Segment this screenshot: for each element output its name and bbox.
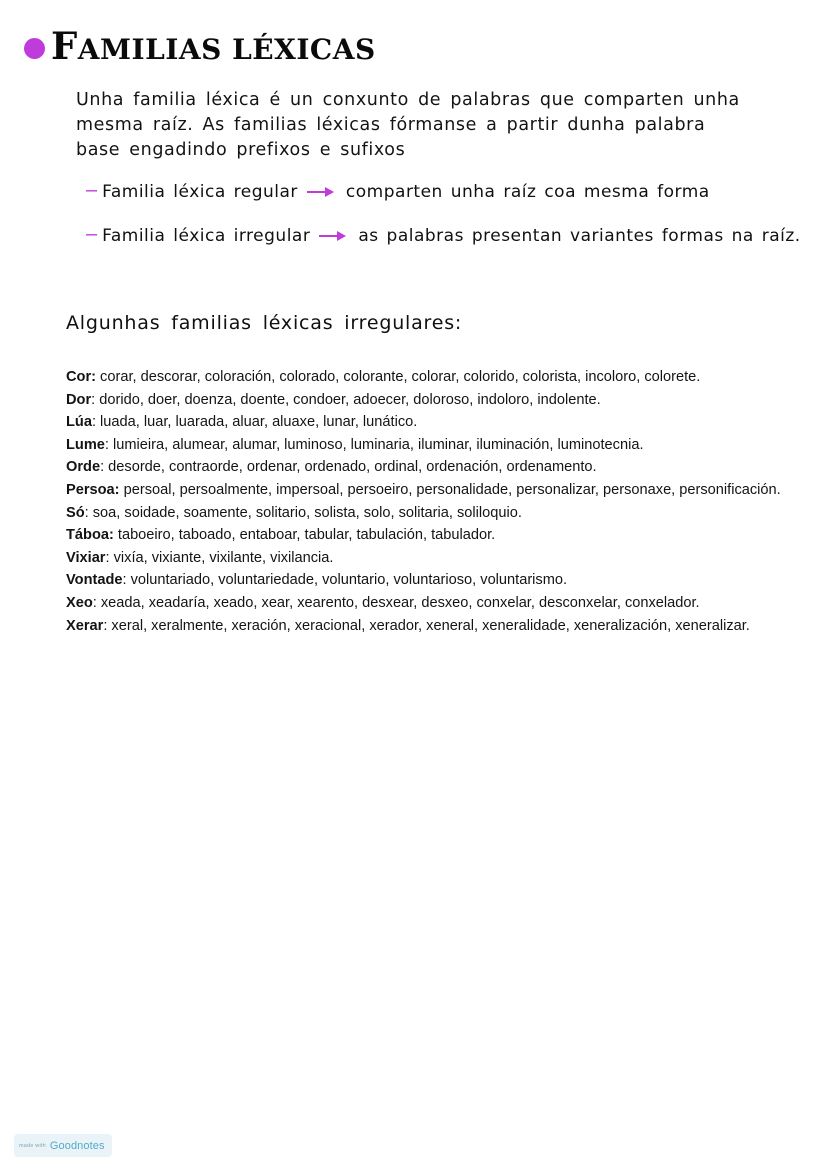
dash-icon: – <box>86 223 98 245</box>
list-item <box>66 456 806 479</box>
section-heading: Algunhas familias léxicas irregulares: <box>66 312 463 334</box>
dash-icon: – <box>86 179 98 201</box>
family-words: : vixía, vixiante, vixilante, vixilancia. <box>105 549 334 566</box>
family-root: Vixiar <box>66 549 106 566</box>
list-item <box>66 389 806 412</box>
watermark-brand: Goodnotes <box>49 1139 105 1152</box>
rule-irregular <box>86 223 801 246</box>
watermark-made-with: made with <box>19 1142 46 1149</box>
family-root: Táboa: <box>66 527 114 544</box>
list-item <box>66 569 806 592</box>
title-first-letter: F <box>51 24 78 68</box>
family-root: Xeo <box>66 594 93 611</box>
bullet-dot-icon <box>24 38 45 59</box>
family-words: : voluntariado, voluntariedade, voluntario, voluntarioso, voluntarismo. <box>122 572 568 589</box>
arrow-right-icon <box>319 230 349 242</box>
family-words: taboeiro, taboado, entaboar, tabular, tabulación, tabulador. <box>113 527 496 544</box>
family-root: Só <box>66 504 85 521</box>
arrow-right-icon <box>307 186 337 198</box>
title-rest: AMILIAS LÉXICAS <box>77 33 376 66</box>
family-words: : xeada, xeadaría, xeado, xear, xearento, desxear, desxeo, conxelar, desconxelar, conxelador. <box>92 594 700 611</box>
family-words: : soa, soidade, soamente, solitario, solista, solo, solitaria, soliloquio. <box>84 504 522 521</box>
list-item <box>66 524 806 547</box>
family-root: Orde <box>66 459 101 476</box>
rule-regular-definition: comparten unha raíz coa mesma forma <box>345 182 710 202</box>
rule-regular-term: Familia léxica regular <box>102 182 298 202</box>
rule-regular <box>86 179 710 202</box>
list-item <box>66 479 806 502</box>
family-root: Lúa <box>66 414 92 431</box>
family-words: : lumieira, alumear, alumar, luminoso, luminaria, iluminar, iluminación, luminotecnia. <box>104 436 644 453</box>
list-item <box>66 366 806 389</box>
family-words: : dorido, doer, doenza, doente, condoer, adoecer, doloroso, indoloro, indolente. <box>91 391 601 408</box>
family-root: Persoa: <box>66 481 120 498</box>
intro-paragraph: Unha familia léxica é un conxunto de palabras que comparten unha mesma raíz. As familias léxicas fórmanse a partir dunha palabra base engadindo prefixos e sufixos <box>76 90 740 160</box>
family-words: : xeral, xeralmente, xeración, xeracional, xerador, xeneral, xeneralidade, xeneralización, xeneralizar. <box>103 617 750 634</box>
family-root: Cor: <box>66 369 96 385</box>
list-item <box>66 502 806 525</box>
family-root: Xerar <box>66 617 104 634</box>
list-item <box>66 592 806 615</box>
word-family-list <box>66 366 806 637</box>
rule-irregular-term: Familia léxica irregular <box>102 226 311 246</box>
family-root: Dor <box>66 391 92 408</box>
title-text <box>51 24 376 68</box>
list-item <box>66 434 806 457</box>
family-words: corar, descorar, coloración, colorado, colorante, colorar, colorido, colorista, incoloro, colorete. <box>96 369 701 385</box>
goodnotes-watermark <box>14 1134 112 1157</box>
family-words: : luada, luar, luarada, aluar, aluaxe, lunar, lunático. <box>91 414 418 431</box>
family-root: Lume <box>66 436 105 453</box>
family-root: Vontade <box>66 572 123 589</box>
list-item <box>66 615 806 638</box>
family-words: persoal, persoalmente, impersoal, persoeiro, personalidade, personalizar, personaxe, personificación. <box>119 481 781 498</box>
page-title <box>24 24 376 68</box>
list-item <box>66 547 806 570</box>
list-item <box>66 411 806 434</box>
rule-irregular-definition: as palabras presentan variantes formas na raíz. <box>358 226 801 246</box>
family-words: : desorde, contraorde, ordenar, ordenado, ordinal, ordenación, ordenamento. <box>100 459 597 476</box>
